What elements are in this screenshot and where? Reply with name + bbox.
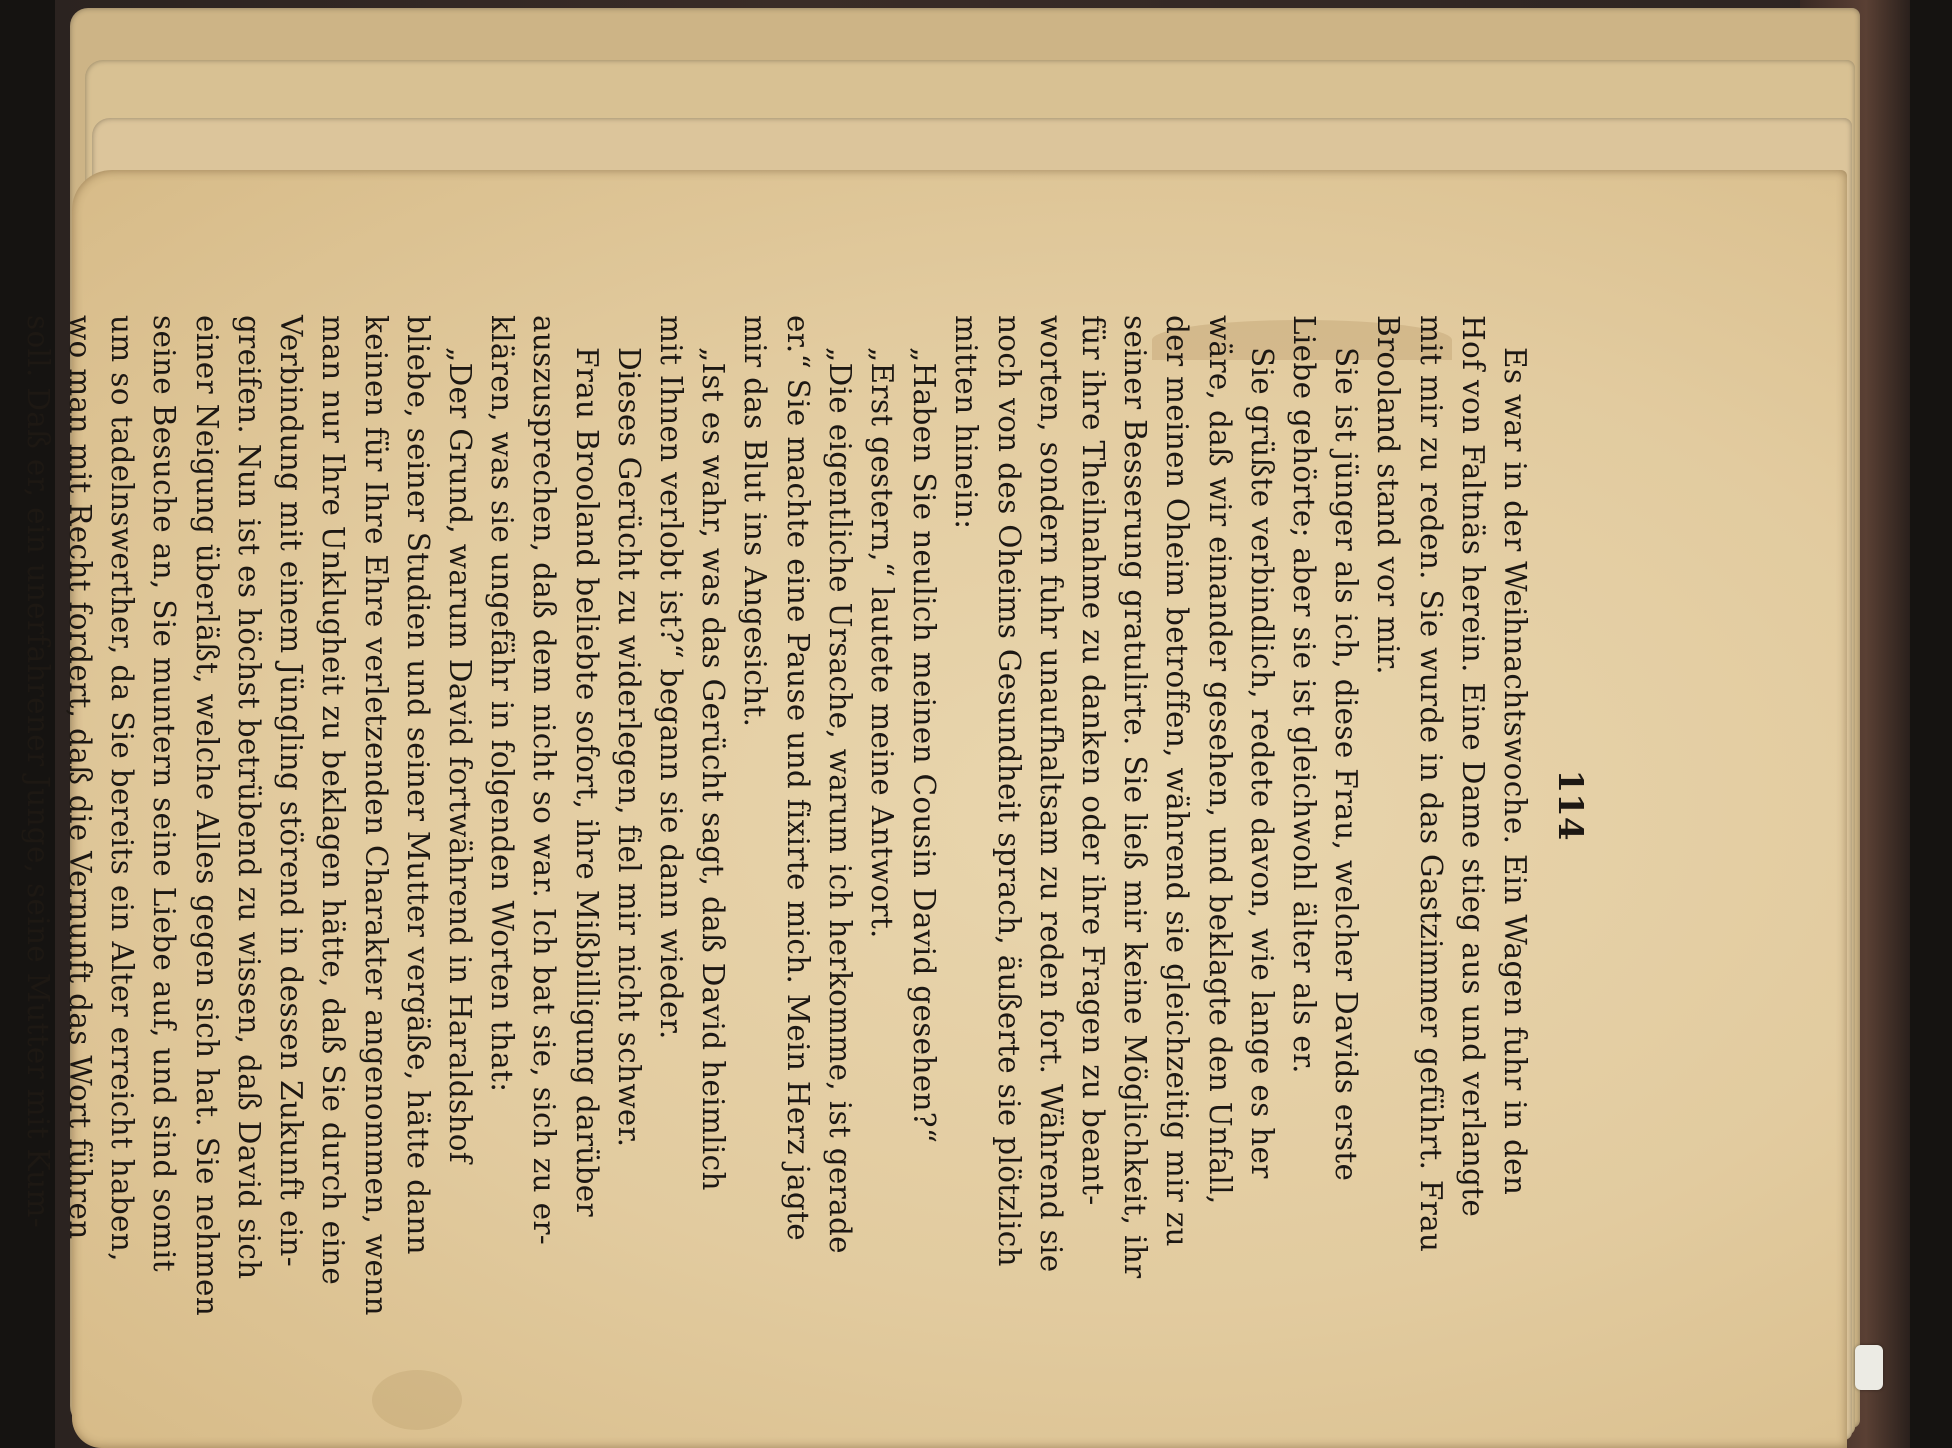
text-line: bliebe, seiner Studien und seiner Mutter vergäße, hätte dann (400, 315, 435, 1255)
text-line: Sie grüßte verbindlich, redete davon, wie lange es her (1244, 347, 1279, 1179)
text-line: „Haben Sie neulich meinen Cousin David gesehen?“ (907, 347, 942, 1144)
text-line: er.“ Sie machte eine Pause und fixirte mich. Mein Herz jagte (780, 315, 815, 1241)
text-line: Verbindung mit einem Jüngling störend in dessen Zukunft ein- (274, 315, 309, 1268)
text-line: Sie ist jünger als ich, diese Frau, welcher Davids erste (1329, 347, 1364, 1182)
text-line: für ihre Theilnahme zu danken oder ihre Fragen zu beant- (1075, 315, 1110, 1206)
text-line: einer Neigung überläßt, welche Alles gegen sich hat. Sie nehmen (189, 315, 224, 1317)
text-line: „Der Grund, warum David fortwährend in Haraldshof (442, 347, 477, 1164)
text-line: soll. Daß er, ein unerfahrener Junge, seine Mutter mit Kum- (20, 315, 55, 1229)
page-stain (372, 1370, 462, 1430)
text-lines (17, 315, 1536, 1317)
text-line: um so tadelnswerther, da Sie bereits ein Alter erreicht haben, (105, 315, 140, 1262)
text-line: Dieses Gerücht zu widerlegen, fiel mir nicht schwer. (611, 347, 646, 1148)
text-line: mit mir zu reden. Sie wurde in das Gastzimmer geführt. Frau (1413, 315, 1448, 1253)
text-line: mit Ihnen verlobt ist?“ begann sie dann wieder. (653, 315, 688, 1040)
text-line: Frau Brooland beliebte sofort, ihre Mißbilligung darüber (569, 347, 604, 1217)
bookmark-tab (1855, 1345, 1883, 1390)
text-line: seine Besuche an, Sie muntern seine Liebe auf, und sind somit (147, 315, 182, 1272)
text-line: worten, sondern fuhr unaufhaltsam zu reden fort. Während sie (1033, 315, 1068, 1273)
text-line: noch von des Oheims Gesundheit sprach, äußerte sie plötzlich (991, 315, 1026, 1267)
text-line: der meinen Oheim betroffen, während sie gleichzeitig mir zu (1160, 315, 1195, 1247)
text-line: greifen. Nun ist es höchst betrübend zu wissen, daß David sich (231, 315, 266, 1280)
text-line: wo man mit Recht fordert, daß die Vernunft das Wort führen (63, 315, 98, 1240)
text-line: mir das Blut ins Angesicht. (738, 315, 773, 728)
text-line: keinen für Ihre Ehre verletzenden Charakter angenommen, wenn (358, 315, 393, 1316)
page-text (20, 315, 1590, 1317)
text-line: Hof von Faltnäs herein. Eine Dame stieg aus und verlangte (1455, 315, 1490, 1218)
text-line: Es war in der Weihnachtswoche. Ein Wagen fuhr in den (1498, 347, 1532, 1196)
text-line: „Erst gestern,“ lautete meine Antwort. (864, 347, 899, 939)
text-line: wäre, daß wir einander gesehen, und beklagte den Unfall, (1202, 315, 1237, 1205)
text-line: man nur Ihre Unklugheit zu beklagen hätte, daß Sie durch eine (316, 315, 351, 1286)
text-line: auszusprechen, daß dem nicht so war. Ich bat sie, sich zu er- (527, 315, 562, 1246)
text-line: „Ist es wahr, was das Gerücht sagt, daß David heimlich (696, 347, 731, 1191)
page-number: 114 (1550, 769, 1590, 841)
text-line: seiner Besserung gratulirte. Sie ließ mir keine Möglichkeit, ihr (1118, 315, 1153, 1279)
text-line: Brooland stand vor mir. (1371, 315, 1406, 675)
text-line: Liebe gehörte; aber sie ist gleichwohl älter als er. (1286, 315, 1321, 1074)
text-line: „Die eigentliche Ursache, warum ich herkomme, ist gerade (822, 347, 857, 1254)
text-line: mitten hinein: (949, 315, 984, 530)
text-line: klären, was sie ungefähr in folgenden Worten that: (485, 315, 520, 1093)
